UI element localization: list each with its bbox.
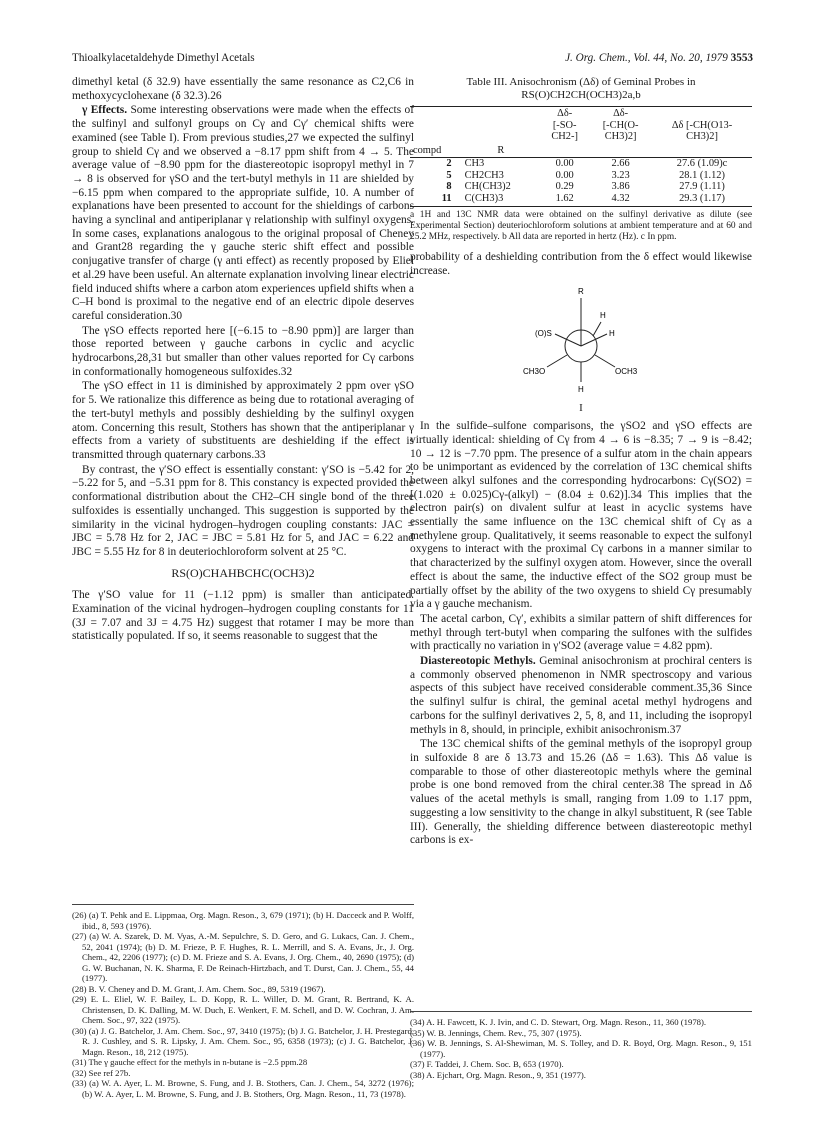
- footnote-rule: [72, 904, 414, 905]
- paragraph-text: The 13C chemical shifts of the geminal methyls of the isopropyl group in sulfoxide 8 are δ 13.73 and 15.26 (Δδ = 1.63). This Δδ value is comparable to those of other diastereotopic methyls where the geminal probe is one bond removed from the chiral center.38 The spread in Δδ values of the acetal methyls is small, ranging from 1.09 to 1.17 ppm, suggesting a low sensitivity to the change in alkyl substituent, R (see Table III). Generally, the shielding difference between diastereotopic methyl carbons is ex-: [410, 738, 752, 847]
- reference-entry: (35) W. B. Jennings, Chem. Rev., 75, 307 (1975).: [410, 1027, 582, 1038]
- paragraph-text: dimethyl ketal (δ 32.9) have essentially the same resonance as C2,C6 in methoxycyclohexane (δ 32.3).26: [72, 76, 414, 102]
- reference-entry: (28) B. V. Cheney and D. M. Grant, J. Am. Chem. Soc., 89, 5319 (1967).: [72, 983, 326, 994]
- newman-projection-figure: [501, 284, 661, 400]
- reference-entry: (37) F. Taddei, J. Chem. Soc. B, 653 (1970).: [410, 1059, 564, 1069]
- table-row: [410, 158, 752, 170]
- atom-och3-right: OCH3: [615, 367, 638, 377]
- cell-so: 0.00: [555, 169, 574, 181]
- atom-h-right: H: [609, 329, 615, 339]
- paragraph: [410, 738, 752, 848]
- right-paragraph-top: probability of a deshielding contribution from the δ effect would likewise increase.: [410, 251, 752, 277]
- col-head-part: Δδ [-CH(O13-: [671, 119, 733, 131]
- reference-entry: (36) W. B. Jennings, S. Al-Shewiman, M. S. Tolley, and D. R. Boyd, Org. Magn. Reson., 9, 151 (1977).: [410, 1038, 752, 1059]
- col-head-part: Δδ-: [557, 108, 573, 119]
- bond-to-h-right: [581, 334, 607, 346]
- reference-entry: (30) (a) J. G. Batchelor, J. Am. Chem. Soc., 97, 3410 (1975); (b) J. G. Batchelor, J. H. Prestegard, R. J. Cushley, and S. R. Lipsky, J. Am. Chem. Soc., 95, 6358 (1973); (c) J. G. Batchelor, J. Magn. Reson., 18, 212 (1975).: [72, 1025, 414, 1057]
- paragraph: [410, 420, 752, 612]
- page-number: 3553: [730, 52, 753, 64]
- reference-entry: (27) (a) W. A. Szarek, D. M. Vyas, A.-M. Sepulchre, S. D. Gero, and G. Lukacs, Can. J. Chem., 52, 2041 (1974); (b) D. M. Frieze, P. F. Hughes, R. L. Merrill, and S. A. Evans, Jr., J. Org. Chem., 42, 2206 (1977); (c) D. M. Frieze and S. A. Evans, J. Org. Chem., 40, 2690 (1975); (d) G. W. Buchanan, N. K. Sharma, F. De Reinach-Hirtzbach, and T. Durst, Can. J. Chem., 55, 44 (1977).: [72, 931, 414, 983]
- paragraph-text: Geminal anisochronism at prochiral centers is a commonly observed phenomenon in NMR spectroscopy and various aspects of this subject have received considerable comment.35,36 Since the sulfinyl sulfur is chiral, the geminal acetal methyl hydrogens and carbons for the sulfinyl derivatives 2, 5, 8, and 11, including the isopropyl methyls in 8, should, in principle, exhibit anisochronism.37: [410, 655, 752, 736]
- cell-ch: 2.66: [611, 158, 630, 169]
- paragraph: [72, 464, 414, 560]
- col-head-ch: [589, 107, 652, 144]
- section-heading: Diastereotopic Methyls.: [420, 655, 536, 668]
- table-iii: [410, 76, 752, 243]
- table-caption-line2: RS(O)CH2CH(OCH3)2a,b: [521, 89, 641, 101]
- table-footnote: a 1H and 13C NMR data were obtained on the sulfinyl derivative as dilute (see Experimental Section) deuteriochloroform solutions at ambient temperature and at 60 and 25.2 MHz, respectively. b All data are reported in hertz (Hz). c In ppm.: [410, 210, 752, 242]
- anisochronism-table: [410, 106, 752, 207]
- atom-sulfur: (O)S: [535, 329, 552, 339]
- running-header-journal: J. Org. Chem., Vol. 44, No. 20, 1979 3553: [565, 52, 753, 64]
- section-heading: γ Effects.: [82, 104, 128, 117]
- cell-ch: 3.23: [611, 169, 630, 181]
- col-head-part: CH3)2]: [604, 131, 637, 142]
- cell-so: 0.29: [555, 181, 574, 192]
- bond-to-och3-right: [595, 355, 615, 367]
- right-column: [410, 76, 752, 848]
- reference-entry: (32) See ref 27b.: [72, 1067, 131, 1078]
- paragraph: [410, 613, 752, 654]
- footnote-rule: [410, 1011, 752, 1012]
- cell-r: CH3: [464, 158, 485, 169]
- cell-c13: 28.1 (1.12): [679, 169, 725, 181]
- atom-h-bottom: H: [578, 385, 584, 395]
- footnotes-left: [72, 904, 414, 1099]
- reference-entry: (29) E. L. Eliel, W. F. Bailey, L. D. Kopp, R. L. Willer, D. M. Grant, R. Bertrand, K. A. Christensen, D. K. Dalling, M. W. Duch, E. Wenkert, F. M. Schell, and D. W. Cochran, J. Am. Chem. Soc., 97, 322 (1975).: [72, 994, 414, 1025]
- col-head-part: CH2-]: [551, 131, 578, 142]
- cell-ch: 4.32: [589, 193, 652, 207]
- col-head-part: Δδ-: [613, 108, 629, 119]
- reference-entry: (34) A. H. Fawcett, K. J. Ivin, and C. D. Stewart, Org. Magn. Reson., 11, 360 (1978).: [410, 1017, 707, 1027]
- cell-r: CH(CH3)2: [464, 181, 511, 192]
- atom-och3-left: CH3O: [523, 367, 546, 377]
- col-head-r: R: [462, 144, 541, 158]
- table-row: [410, 193, 752, 207]
- paragraph: [410, 655, 752, 737]
- atom-r: R: [578, 287, 584, 297]
- paragraph: [72, 325, 414, 380]
- cell-c13: 29.3 (1.17): [652, 193, 752, 207]
- table-caption: [410, 76, 752, 102]
- cell-c13: 27.6 (1.09)c: [676, 158, 728, 169]
- paragraph-text: Some interesting observations were made when the effects of the sulfinyl and sulfonyl groups on Cγ and Cγ′ chemical shifts were examined (see Table I). From previous studies,27 we expected the sulfinyl group to shield Cγ and we observed a −8.17 ppm shift from 4 → 5. The average value of −8.90 ppm for the diastereotopic isopropyl methyl in 7 → 8 is observed for γSO and the tert-butyl methyls in 11 are shielded by −6.15 ppm when compared to the appropriate sulfide, 10. A number of explanations have been presented to account for the shieldings of carbons having a synclinal and antiperiplanar γ relationship with sulfinyl oxygens. In some cases, explanations analogous to the original proposal of Cheney and Grant28 regarding the γ gauche steric shift effect and possible conjugative transfer of charge (γ anti effect) as recently proposed by Eliel et al.29 have been useful. An alternate explanation involving linear electric field induced shifts where a carbon atom experiences upfield shifts when a C–H bond is proximal to the negative end of an electric dipole deserves careful consideration.30: [72, 104, 414, 322]
- reference-entry: (33) (a) W. A. Ayer, L. M. Browne, S. Fung, and J. B. Stothers, Can. J. Chem., 54, 3272 (1976); (b) W. A. Ayer, L. M. Browne, S. Fung, and J. B. Stothers, Org. Magn. Reson., 11, 73 (1978).: [72, 1078, 414, 1099]
- cell-ch: 3.86: [611, 181, 630, 192]
- cell-c13: 27.9 (1.11): [679, 181, 725, 192]
- left-column: [72, 76, 414, 644]
- col-head-c13: [652, 107, 752, 144]
- cell-r: C(CH3)3: [462, 193, 541, 207]
- atom-h-upper: H: [600, 311, 606, 321]
- reference-entry: (26) (a) T. Pehk and E. Lippmaa, Org. Magn. Reson., 3, 679 (1971); (b) H. Dacceck and P. Wolff, ibid., 8, 593 (1976).: [72, 910, 414, 931]
- reference-entry: (31) The γ gauche effect for the methyls in n-butane is −2.5 ppm.28: [72, 1057, 308, 1067]
- table-caption-line1: Anisochronism (Δδ) of Geminal Probes in: [509, 76, 696, 88]
- footnotes-right: [410, 1011, 752, 1080]
- paragraph-text: The γSO effect in 11 is diminished by approximately 2 ppm over γSO for 5. We rationalize this difference as being due to rotational averaging of the tert-butyl methyls and possibly deshielding by the sulfinyl oxygen atom. Concerning this result, Stothers has shown that the antiperiplanar γ effects from a variety of substituents are deshielding if the effect is transmitted through quaternary carbons.33: [72, 380, 414, 461]
- paragraph: [72, 380, 414, 462]
- cell-compd: 8: [446, 181, 452, 192]
- col-head-part: [-SO-: [552, 119, 577, 131]
- formula-line: RS(O)CHAHBCHC(OCH3)2: [171, 565, 315, 580]
- paragraph-text: In the sulfide–sulfone comparisons, the γSO2 and γSO effects are virtually identical: shielding of Cγ from 4 → 6 is −8.35; 7 → 9 is −8.42; 10 → 12 is −7.70 ppm. The presence of a sulfur atom in the chain appears to be unimportant as evidenced by the correlation of 13C chemical shifts between alkyl sulfones and the corresponding hydrocarbons: Cγ(SO2) = [(1.020 ± 0.025)Cγ-(alkyl) − (8.04 ± 0.62)].34 This implies that the electron pair(s) on divalent sulfur at least in acyclic systems have essentially the same influence on the 13C chemical shift of Cγ as a methylene group. Qualitatively, it seems reasonable to expect the sulfonyl oxygens to interact with the proximal Cγ carbons in a manner similar to that characterized by the sulfinyl oxygen atom. However, since the overall effect is about the same, the inductive effect of the SO2 group must be partially offset by the ability of the two oxygens to shield Cγ presumably via a γ gauche mechanism.: [410, 420, 752, 611]
- figure-label: I: [579, 402, 583, 415]
- col-head-part: [-CH(O-: [602, 119, 639, 131]
- paragraph-text: The acetal carbon, Cγ′, exhibits a similar pattern of shift differences for methyl through tert-butyl when comparing the sulfones with the sulfides with practically no variation in γ′SO2 (average value = 4.82 ppm).: [410, 612, 752, 653]
- cell-so: 1.62: [540, 193, 589, 207]
- col-head-part: CH3)2]: [686, 131, 718, 142]
- running-header-title: Thioalkylacetaldehyde Dimethyl Acetals: [72, 52, 255, 64]
- paragraph: [72, 589, 414, 644]
- paragraph: [72, 76, 414, 103]
- bond-to-h-upper: [593, 322, 601, 336]
- table-row: [410, 181, 752, 193]
- cell-compd: 11: [410, 193, 462, 207]
- cell-compd: 2: [446, 158, 452, 169]
- paragraph-text: The γSO effects reported here [(−6.15 to −8.90 ppm)] are larger than those reported between γ gauche carbons in cyclic and acyclic hydrocarbons,28,31 but smaller than other values reported for Cγ carbons in conformationally homogeneous sulfoxides.32: [72, 324, 414, 378]
- paragraph-text: The γ′SO value for 11 (−1.12 ppm) is smaller than anticipated. Examination of the vicinal hydrogen–hydrogen coupling constants for 11 (3J = 7.07 and 3J = 4.75 Hz) suggest that rotamer I may be more than statistically populated. If so, it seems reasonable to suggest that the: [72, 589, 414, 643]
- reference-entry: (38) A. Ejchart, Org. Magn. Reson., 9, 351 (1977).: [410, 1069, 586, 1080]
- table-row: [410, 170, 752, 182]
- bond-to-sulfur: [555, 334, 581, 346]
- cell-compd: 5: [446, 169, 452, 181]
- bond-to-och3-left: [547, 355, 567, 367]
- paragraph: [72, 104, 414, 323]
- col-head-compd: compd: [410, 144, 462, 158]
- table-label: Table III.: [466, 76, 508, 88]
- paragraph-text: By contrast, the γ′SO effect is essentially constant: γ′SO is −5.42 for 2, −5.22 for 5, and −5.31 ppm for 8. This constancy is expected provided the conformational distribution about the CH2–CH single bond of the three sulfoxides is essentially unchanged. This suggestion is supported by the similarity in the vicinal hydrogen–hydrogen coupling constants: JAC = JBC = 5.78 Hz for 2, JAC = JBC = 5.81 Hz for 5, and JAC = 6.22 and JBC = 5.55 Hz for 8 in deuteriochloroform solvent at 25 °C.: [72, 463, 414, 558]
- cell-so: 0.00: [555, 158, 574, 169]
- col-head-so: [540, 107, 589, 144]
- cell-r: CH2CH3: [464, 169, 504, 181]
